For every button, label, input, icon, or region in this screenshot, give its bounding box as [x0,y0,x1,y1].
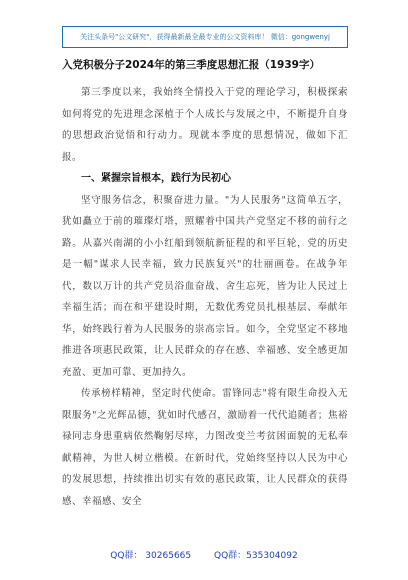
document-title: 入党积极分子2024年的第三季度思想汇报（1939字） [62,59,320,71]
footer-qq-group-2: QQ群：535304092 [214,551,298,561]
intro-paragraph: 第三季度以来，我始终全情投入于党的理论学习，积极探索如何将党的先进理念深植于个人成长与发展之中，不断提升自身的思想政治觉悟和行动力。现就本季度的思想情况，做如下汇报。 [62,87,348,163]
body-paragraph: 坚守服务信念，积聚奋进力量。"为人民服务"这简单五字，犹如矗立于前的璀璨灯塔，照耀着中国共产党坚定不移的前行之路。从嘉兴南湖的小小红船到领航新征程的和平巨轮，党的历史是一幅"谋求人民幸福，致力民族复兴"的壮丽画卷。在战争年代，数以万计的共产党员浴血奋战、舍生忘死，皆为让人民过上幸福生活；而在和平建设时期，无数优秀党员扎根基层、奉献年华，始终践行着为人民服务的崇高宗旨。如今，全党坚定不移地推进各项惠民政策，让人民群众的存在感、幸福感、安全感更加充盈、更加可靠、更加持久。 [62,194,348,378]
document-body [62,82,348,512]
body-paragraph: 传承榜样精神，坚定时代使命。雷锋同志"将有限生命投入无限服务"之光辉品德，犹如时代感召，激励着一代代追随者；焦裕禄同志身患重病依然鞠躬尽瘁，力图改变兰考贫困面貌的无私奉献精神，为世人树立楷模。在新时代，党始终坚持以人民为中心的发展思想，持续推出切实有效的惠民政策，让人民群众的获得感、幸福感、安全 [62,388,348,507]
section-heading: 一、紧握宗旨根本，践行为民初心 [81,173,231,184]
header-banner: 关注头条号"公文研究"，获得最新最全最专业的公文资料库！ 微信：gongwenyj [62,26,348,48]
footer-qq-group-1: QQ群： 30265665 [110,551,192,561]
footer-contact [0,548,408,561]
